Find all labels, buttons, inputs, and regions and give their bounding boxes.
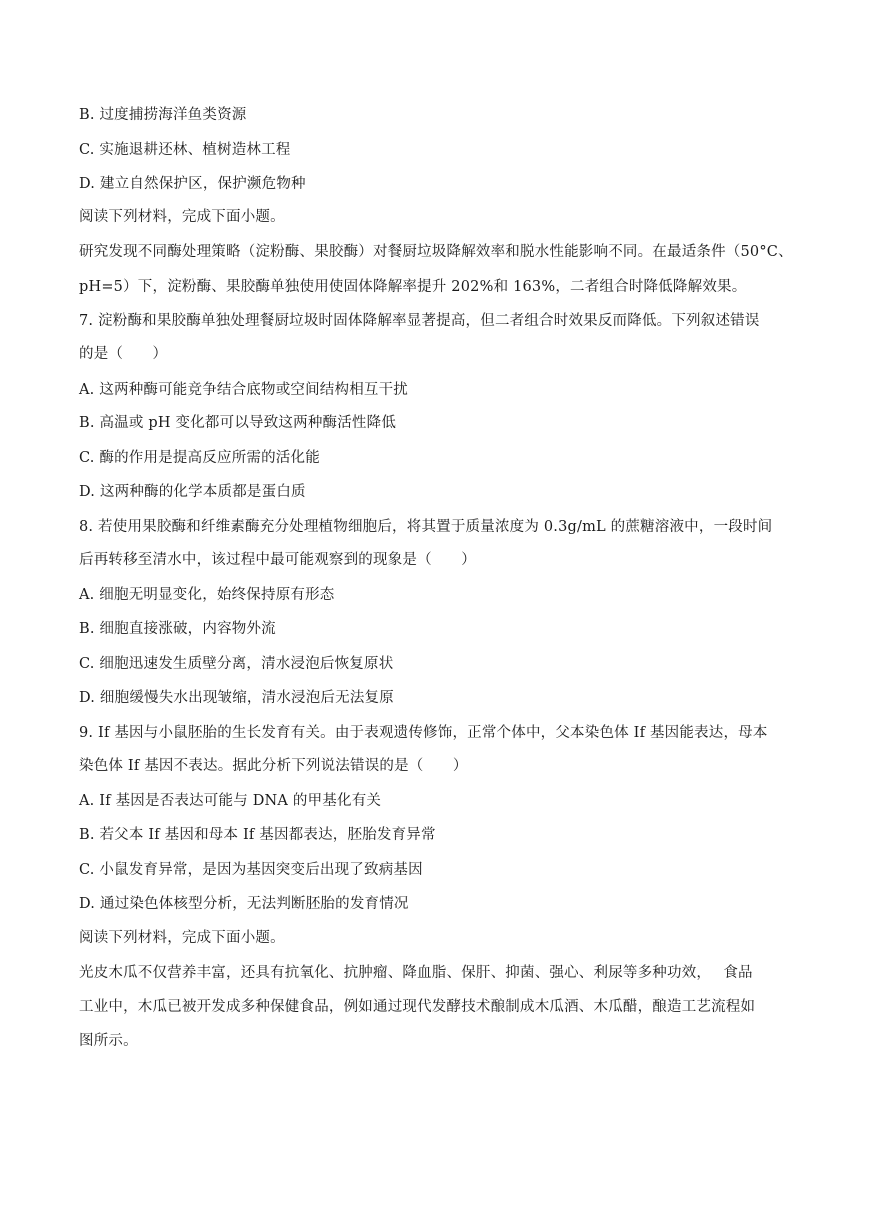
q8-option-c: C. 细胞迅速发生质壁分离，清水浸泡后恢复原状	[79, 656, 394, 672]
q9-option-a: A. If 基因是否表达可能与 DNA 的甲基化有关	[79, 793, 382, 809]
material-1-line-2: pH=5）下，淀粉酶、果胶酶单独使用使固体降解率提升 202%和 163%，二者组合时降低降解效果。	[79, 279, 747, 295]
q7-option-a: A. 这两种酶可能竞争结合底物或空间结构相互干扰	[79, 382, 408, 398]
q7-stem-line-2: 的是（ ）	[79, 346, 168, 362]
material-2-instruction: 阅读下列材料，完成下面小题。	[79, 930, 285, 946]
q9-stem-line-2: 染色体 If 基因不表达。据此分析下列说法错误的是（ ）	[79, 758, 468, 774]
option-c-prev: C. 实施退耕还林、植树造林工程	[79, 142, 291, 158]
q7-stem-line-1: 7. 淀粉酶和果胶酶单独处理餐厨垃圾时固体降解率显著提高，但二者组合时效果反而降低。下列叙述错误	[79, 313, 760, 329]
option-b-prev: B. 过度捕捞海洋鱼类资源	[79, 107, 247, 123]
material-2-line-1: 光皮木瓜不仅营养丰富，还具有抗氧化、抗肿瘤、降血脂、保肝、抑菌、强心、利尿等多种功效， 食品	[79, 965, 753, 981]
q7-option-d: D. 这两种酶的化学本质都是蛋白质	[79, 484, 306, 500]
q8-stem-line-2: 后再转移至清水中，该过程中最可能观察到的现象是（ ）	[79, 552, 476, 568]
option-d-prev: D. 建立自然保护区，保护濒危物种	[79, 176, 306, 192]
q9-stem-line-1: 9. If 基因与小鼠胚胎的生长发育有关。由于表观遗传修饰，正常个体中，父本染色体 If 基因能表达，母本	[79, 725, 768, 741]
q8-option-d: D. 细胞缓慢失水出现皱缩，清水浸泡后无法复原	[79, 690, 394, 706]
q8-option-a: A. 细胞无明显变化，始终保持原有形态	[79, 587, 335, 603]
q8-option-b: B. 细胞直接涨破，内容物外流	[79, 621, 276, 637]
q9-option-d: D. 通过染色体核型分析，无法判断胚胎的发育情况	[79, 896, 409, 912]
q9-option-c: C. 小鼠发育异常，是因为基因突变后出现了致病基因	[79, 862, 423, 878]
q7-option-c: C. 酶的作用是提高反应所需的活化能	[79, 450, 320, 466]
q7-option-b: B. 高温或 pH 变化都可以导致这两种酶活性降低	[79, 415, 397, 431]
q9-option-b: B. 若父本 If 基因和母本 If 基因都表达，胚胎发育异常	[79, 827, 436, 843]
material-2-line-2: 工业中，木瓜已被开发成多种保健食品，例如通过现代发酵技术酿制成木瓜酒、木瓜醋，酿造工艺流程如	[79, 999, 756, 1015]
material-1-line-1: 研究发现不同酶处理策略（淀粉酶、果胶酶）对餐厨垃圾降解效率和脱水性能影响不同。在最适条件（50°C、	[79, 244, 793, 260]
q8-stem-line-1: 8. 若使用果胶酶和纤维素酶充分处理植物细胞后，将其置于质量浓度为 0.3g/mL 的蔗糖溶液中，一段时间	[79, 519, 773, 535]
material-1-instruction: 阅读下列材料，完成下面小题。	[79, 209, 285, 225]
material-2-line-3: 图所示。	[79, 1033, 138, 1049]
